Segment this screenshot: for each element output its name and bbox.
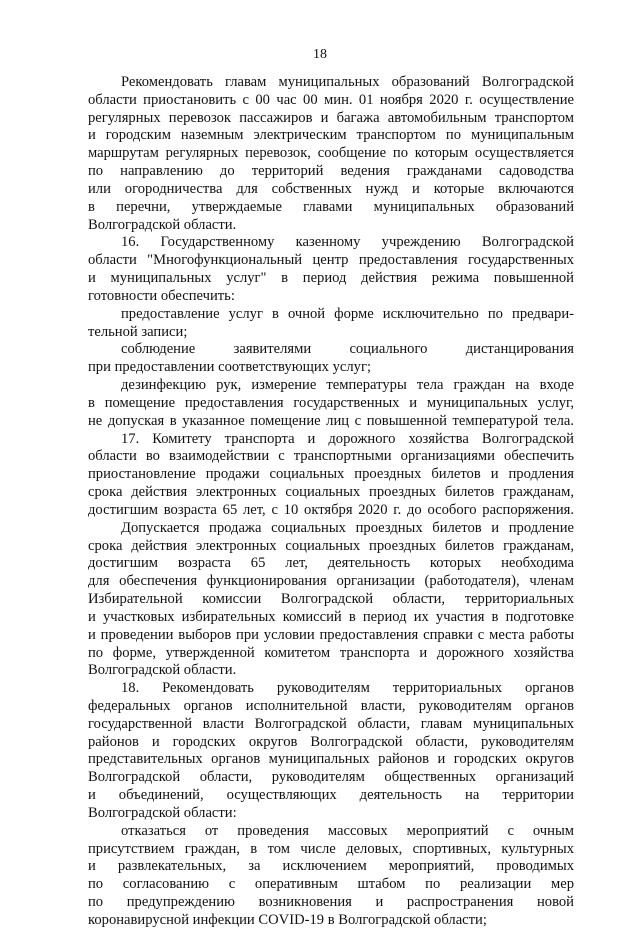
text-line: или огородничества для собственных нужд и которые включаются (88, 180, 574, 197)
text-line: дезинфекцию рук, измерение температуры тела граждан на входе (121, 377, 574, 394)
text-line: предоставление услуг в очной форме исключительно по предвари- (121, 305, 574, 322)
text-line: приостановление продажи социальных проездных билетов и продления (88, 466, 574, 483)
text-line: срока действия электронных социальных проездных билетов гражданам, (88, 484, 574, 501)
text-line: отказаться от проведения массовых мероприятий с очным (121, 822, 574, 839)
text-line: и городским наземным электрическим транспортом по муниципальным (88, 127, 574, 144)
text-line: Рекомендовать главам муниципальных образований Волгоградской (121, 74, 574, 90)
text-line: районов и городских округов Волгоградской области, руководителям (88, 733, 574, 750)
text-line: при предоставлении соответствующих услуг; (88, 359, 372, 376)
text-line: Волгоградской области. (88, 216, 237, 233)
text-line: и участковых избирательных комиссий в период их участия в подготовке (88, 608, 574, 625)
document-body (88, 74, 574, 930)
text-line: достигшим возраста 65 лет, деятельность которых необходима (88, 555, 574, 572)
text-line: области приостановить с 00 час 00 мин. 01 ноября 2020 г. осуществление (88, 91, 574, 108)
text-line: Волгоградской области, руководителям общественных организаций (88, 769, 574, 786)
text-line: федеральных органов исполнительной власти, руководителям органов (88, 697, 574, 714)
text-line: регулярных перевозок пассажиров и багажа автомобильным транспортом (88, 109, 574, 126)
text-line: и объединений, осуществляющих деятельность на территории (88, 787, 574, 804)
text-line: достигшим возраста 65 лет, с 10 октября 2020 г. до особого распоряжения. (88, 501, 574, 518)
text-line: для обеспечения функционирования организации (работодателя), членам (88, 573, 574, 590)
text-line: и муниципальных услуг" в период действия режима повышенной (88, 270, 574, 287)
text-line: по форме, утвержденной комитетом транспорта и дорожного хозяйства (88, 644, 574, 661)
text-line: присутствием граждан, в том числе деловых, спортивных, культурных (88, 840, 574, 857)
text-line: Волгоградской области. (88, 662, 237, 679)
text-line: представительных органов муниципальных районов и городских округов (88, 751, 574, 768)
text-line: готовности обеспечить: (88, 287, 235, 304)
text-line: и развлекательных, за исключением мероприятий, проводимых (88, 858, 574, 875)
text-line: соблюдение заявителями социального дистанцирования (121, 341, 574, 358)
text-line: Избирательной комиссии Волгоградской области, территориальных (88, 591, 574, 608)
text-line: Волгоградской области: (88, 804, 237, 821)
text-line: государственной власти Волгоградской области, главам муниципальных (88, 715, 574, 732)
text-line: в помещение предоставления государственных и муниципальных услуг, (88, 394, 574, 411)
text-line: 18. Рекомендовать руководителям территориальных органов (121, 680, 574, 697)
text-line: в перечни, утверждаемые главами муниципальных образований (88, 198, 574, 215)
text-line: области "Многофункциональный центр предоставления государственных (88, 252, 574, 269)
text-line: тельной записи; (88, 323, 188, 340)
text-line: 17. Комитету транспорта и дорожного хозяйства Волгоградской (121, 430, 574, 447)
text-line: по согласованию с оперативным штабом по реализации мер (88, 876, 574, 893)
text-line: и проведении выборов при условии предоставления справки с места работы (88, 626, 574, 643)
text-line: 16. Государственному казенному учреждению Волгоградской (121, 234, 574, 251)
text-line: Допускается продажа социальных проездных билетов и продление (121, 519, 574, 536)
text-line: не допуская в указанное помещение лиц с повышенной температурой тела. (88, 412, 574, 429)
text-line: по направлению до территорий ведения гражданами садоводства (88, 163, 574, 180)
text-line: срока действия электронных социальных проездных билетов гражданам, (88, 537, 574, 554)
text-line: области во взаимодействии с транспортными организациями обеспечить (88, 448, 574, 465)
page-number: 18 (313, 47, 327, 62)
text-line: по предупреждению возникновения и распространения новой (88, 894, 574, 911)
text-line: коронавирусной инфекции COVID-19 в Волгоградской области; (88, 911, 487, 928)
text-line: маршрутам регулярных перевозок, сообщение по которым осуществляется (88, 145, 574, 162)
